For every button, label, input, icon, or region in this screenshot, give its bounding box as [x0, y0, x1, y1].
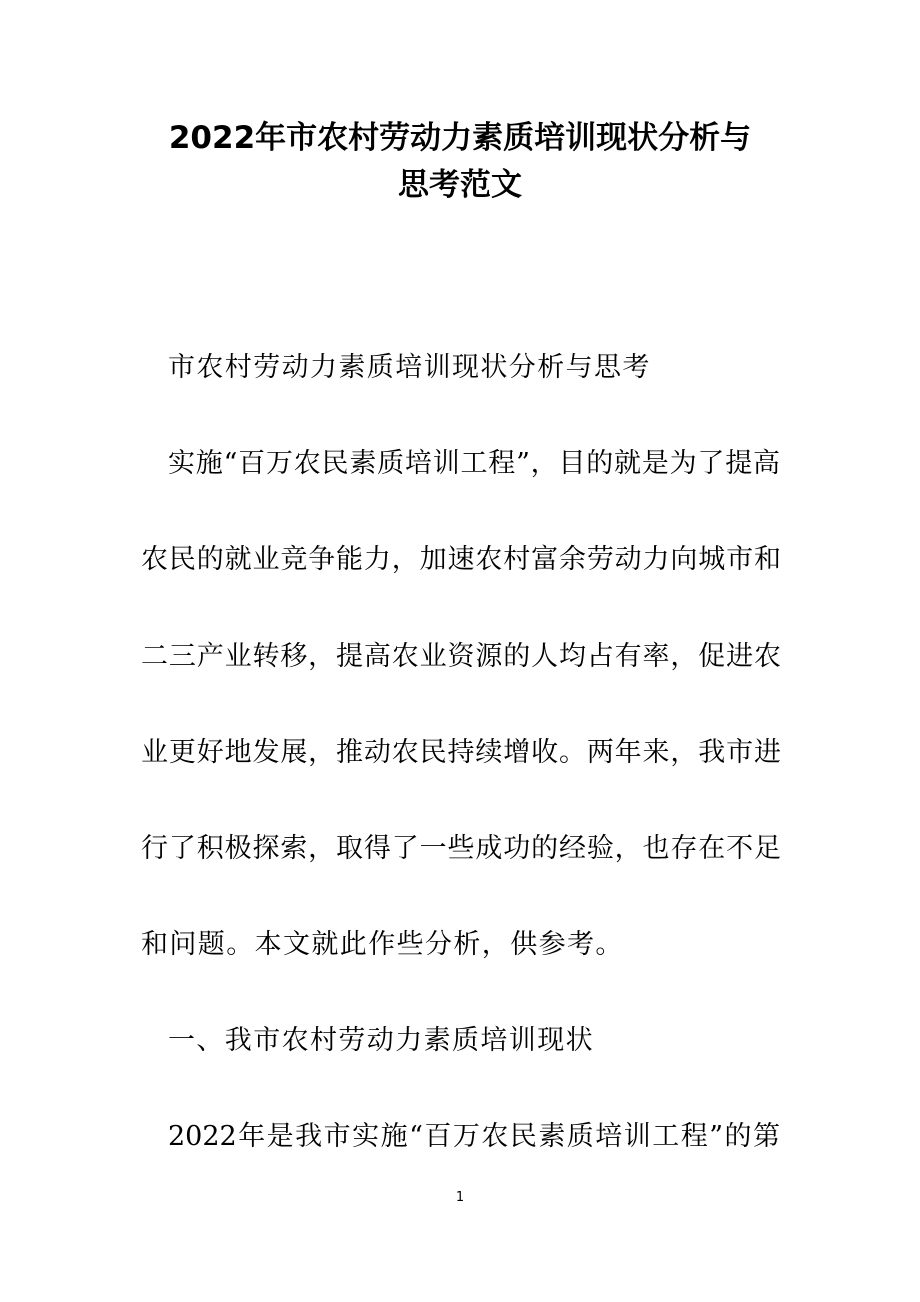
paragraph-line: 实施“百万农民素质培训工程”，目的就是为了提高	[168, 448, 780, 479]
page-number: 1	[455, 1190, 465, 1205]
paragraph-line: 业更好地发展，推动农民持续增收。两年来，我市进	[141, 737, 781, 768]
paragraph-line: 二三产业转移，提高农业资源的人均占有率，促进农	[141, 641, 781, 672]
subtitle-line: 市农村劳动力素质培训现状分析与思考	[168, 352, 651, 383]
document-title-line-2: 思考范文	[398, 167, 522, 203]
paragraph-line: 行了积极探索，取得了一些成功的经验，也存在不足	[141, 833, 781, 864]
document-title-line-1: 2022年市农村劳动力素质培训现状分析与	[168, 120, 752, 156]
section-heading: 一、我市农村劳动力素质培训现状	[168, 1025, 594, 1056]
paragraph-line: 2022年是我市实施“百万农民素质培训工程”的第	[168, 1121, 780, 1152]
paragraph-line: 农民的就业竞争能力，加速农村富余劳动力向城市和	[141, 544, 781, 575]
paragraph-line: 和问题。本文就此作些分析，供参考。	[141, 929, 624, 960]
